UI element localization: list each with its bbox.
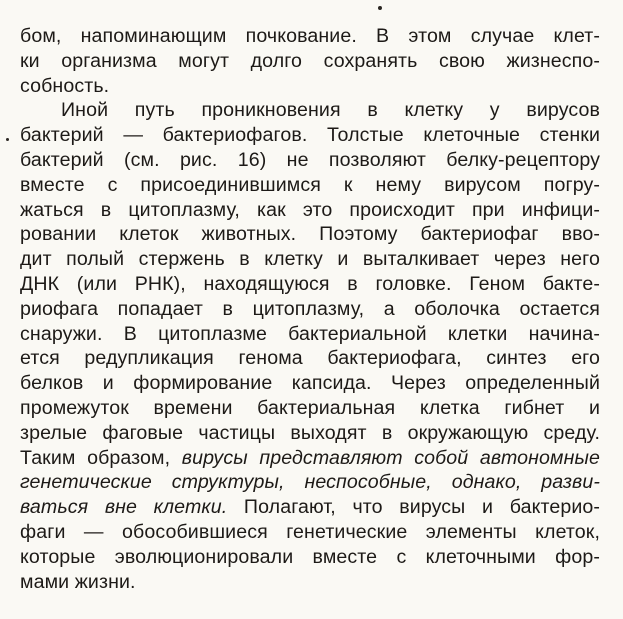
text-segment: дит полый стержень в клетку и выталкивает через него: [20, 248, 600, 271]
text-line: [20, 470, 600, 495]
text-line: [20, 222, 600, 247]
emphasized-text: генетические структуры, неспособные, однако, разви-: [20, 471, 600, 494]
text-line: [20, 24, 600, 49]
text-line: [20, 247, 600, 272]
text-segment: зрелые фаговые частицы выходят в окружающую среду.: [20, 421, 600, 444]
text-segment: бом, напоминающим почкование. В этом случае клет-: [20, 25, 600, 47]
text-segment: белков и формирование капсида. Через определенный: [20, 372, 600, 395]
text-line: [20, 520, 600, 545]
text-line: [20, 49, 600, 74]
text-segment: риофага попадает в цитоплазму, а оболочка остается: [20, 297, 600, 320]
emphasized-text: ваться вне клетки.: [20, 496, 228, 519]
text-line: [20, 198, 600, 223]
text-line: [20, 98, 600, 123]
text-line: [20, 396, 600, 421]
emphasized-text: вирусы представляют собой автономные: [181, 446, 600, 469]
text-segment: бактерий (см. рис. 16) не позволяют белку-рецептору: [20, 148, 600, 171]
text-line: [20, 74, 600, 99]
text-line: [20, 346, 600, 371]
text-segment: Таким образом,: [20, 446, 182, 469]
text-line: [20, 421, 600, 446]
text-segment: промежуток времени бактериальная клетка гибнет и: [20, 396, 600, 419]
text-line: [20, 570, 600, 595]
text-line: [20, 446, 600, 471]
text-segment: жаться в цитоплазму, как это происходит при инфици-: [20, 198, 600, 221]
text-line: [20, 371, 600, 396]
text-segment: ровании клеток животных. Поэтому бактериофаг вво-: [20, 223, 600, 246]
text-segment: Полагают, что вирусы и бактерио-: [227, 496, 600, 519]
text-segment: вместе с присоединившимся к нему вирусом погру-: [20, 173, 600, 196]
text-line: [20, 148, 600, 173]
text-segment: которые эволюционировали вместе с клеточными фор-: [20, 545, 600, 568]
text-segment: фаги — обособившиеся генетические элементы клеток,: [20, 520, 600, 543]
text-segment: снаружи. В цитоплазме бактериальной клетки начина-: [20, 322, 600, 345]
text-segment: бактерий — бактериофагов. Толстые клеточные стенки: [20, 124, 600, 147]
text-line: [20, 297, 600, 322]
text-line: [20, 495, 600, 520]
text-segment: мами жизни.: [20, 570, 136, 593]
text-segment: собность.: [20, 74, 110, 97]
text-segment: ки организма могут долго сохранять свою жизнеспо-: [20, 49, 600, 72]
text-line: [20, 173, 600, 198]
text-line: [20, 123, 600, 148]
text-segment: ДНК (или РНК), находящуюся в головке. Геном бакте-: [20, 272, 600, 295]
body-text: [20, 24, 600, 594]
print-speck: [6, 138, 9, 141]
text-line: [20, 272, 600, 297]
text-line: [20, 545, 600, 570]
text-line: [20, 322, 600, 347]
print-speck: [378, 6, 382, 10]
text-segment: ется редупликация генома бактериофага, синтез его: [20, 347, 600, 370]
text-segment: Иной путь проникновения в клетку у вирусов: [61, 99, 600, 122]
